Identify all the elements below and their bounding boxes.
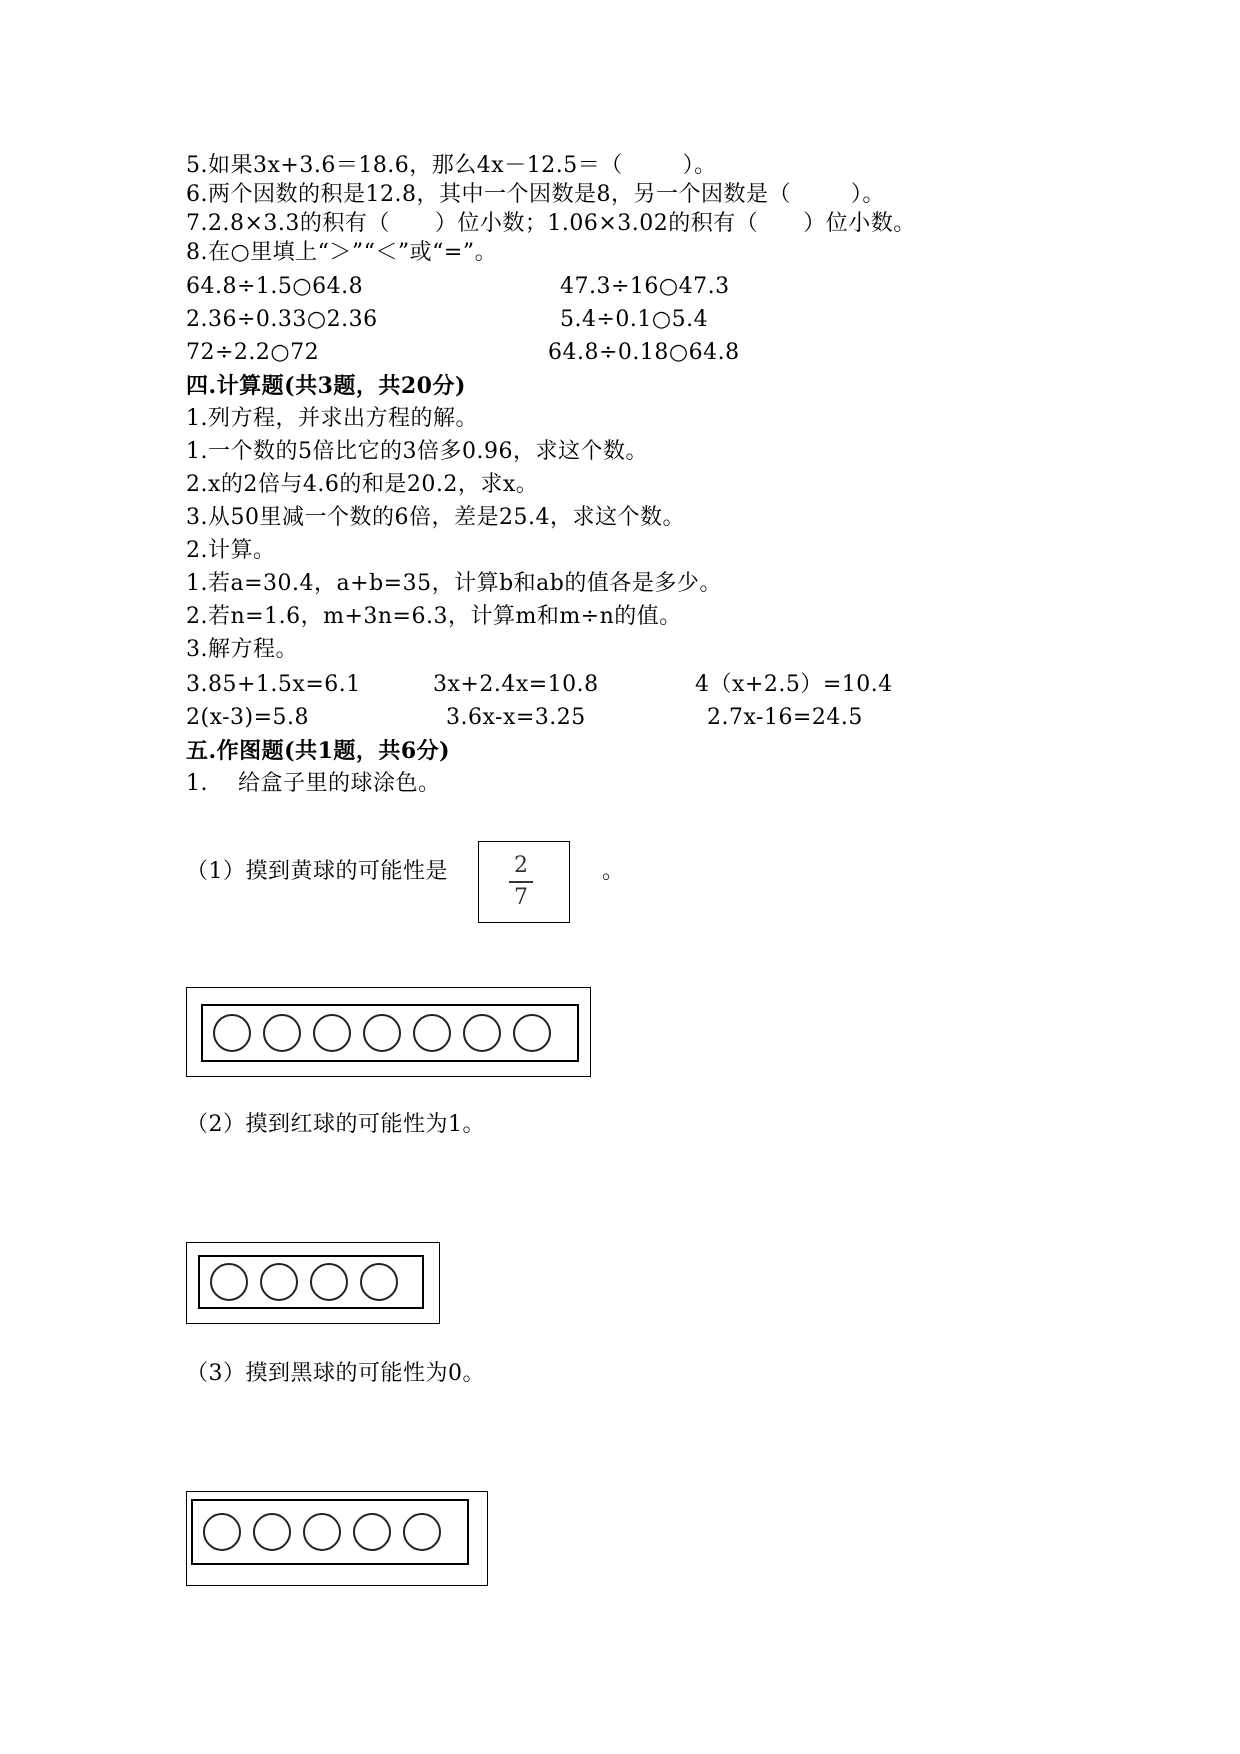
problem-3-heading: 3.解方程。 — [186, 637, 298, 662]
ball-circle — [203, 1513, 241, 1551]
problem-1-item: 2.x的2倍与4.6的和是20.2，求x。 — [186, 472, 539, 497]
ball-circle — [353, 1513, 391, 1551]
part-2-text: （2）摸到红球的可能性为1。 — [186, 1112, 485, 1137]
fraction-numerator: 2 — [514, 853, 528, 878]
equation: 3x+2.4x=10.8 — [433, 672, 599, 697]
equation: 3.85+1.5x=6.1 — [186, 672, 361, 697]
part-3-text: （3）摸到黑球的可能性为0。 — [186, 1361, 485, 1386]
ball-circle — [210, 1263, 248, 1301]
compare-item: 64.8÷1.5○64.8 — [186, 274, 364, 299]
compare-item: 47.3÷16○47.3 — [560, 274, 730, 299]
ball-circle — [413, 1014, 451, 1052]
ball-circle — [213, 1014, 251, 1052]
ball-circle — [513, 1014, 551, 1052]
ball-circle — [403, 1513, 441, 1551]
question-7: 7.2.8×3.3的积有（ ）位小数；1.06×3.02的积有（ ）位小数。 — [186, 211, 916, 236]
fraction-box — [478, 841, 570, 923]
ball-box-3-inner — [191, 1499, 469, 1565]
question-8: 8.在○里填上“＞”“＜”或“=”。 — [186, 240, 498, 265]
part-1-text: （1）摸到黄球的可能性是 — [186, 859, 448, 884]
drawing-question: 1. 给盒子里的球涂色。 — [186, 771, 441, 796]
compare-item: 2.36÷0.33○2.36 — [186, 307, 378, 332]
ball-circle — [253, 1513, 291, 1551]
ball-circle — [463, 1014, 501, 1052]
section-4-title: 四.计算题(共3题，共20分) — [186, 373, 466, 399]
problem-2-item: 1.若a=30.4，a+b=35，计算b和ab的值各是多少。 — [186, 571, 722, 596]
compare-item: 64.8÷0.18○64.8 — [548, 340, 740, 365]
ball-circle — [260, 1263, 298, 1301]
ball-circle — [363, 1014, 401, 1052]
question-6: 6.两个因数的积是12.8，其中一个因数是8，另一个因数是（ ）。 — [186, 182, 885, 207]
equation: 2.7x-16=24.5 — [707, 705, 863, 730]
ball-circle — [263, 1014, 301, 1052]
question-5: 5.如果3x+3.6＝18.6，那么4x－12.5＝（ ）。 — [186, 153, 717, 178]
ball-box-1-inner — [201, 1004, 579, 1062]
ball-circle — [360, 1263, 398, 1301]
section-5-title: 五.作图题(共1题，共6分) — [186, 738, 451, 764]
compare-item: 72÷2.2○72 — [186, 340, 320, 365]
problem-2-item: 2.若n=1.6，m+3n=6.3，计算m和m÷n的值。 — [186, 604, 682, 629]
problem-2-heading: 2.计算。 — [186, 538, 276, 563]
problem-1-item: 1.一个数的5倍比它的3倍多0.96，求这个数。 — [186, 439, 648, 464]
equation: 4（x+2.5）=10.4 — [695, 672, 893, 697]
compare-item: 5.4÷0.1○5.4 — [560, 307, 709, 332]
part-1-end: 。 — [602, 859, 625, 884]
equation: 2(x-3)=5.8 — [186, 705, 310, 730]
ball-circle — [313, 1014, 351, 1052]
fraction-denominator: 7 — [514, 885, 528, 910]
fraction-bar — [509, 881, 533, 883]
problem-1-item: 3.从50里减一个数的6倍，差是25.4，求这个数。 — [186, 505, 685, 530]
ball-box-2-inner — [198, 1255, 424, 1309]
problem-1-heading: 1.列方程，并求出方程的解。 — [186, 406, 478, 431]
equation: 3.6x-x=3.25 — [446, 705, 586, 730]
ball-circle — [310, 1263, 348, 1301]
ball-circle — [303, 1513, 341, 1551]
